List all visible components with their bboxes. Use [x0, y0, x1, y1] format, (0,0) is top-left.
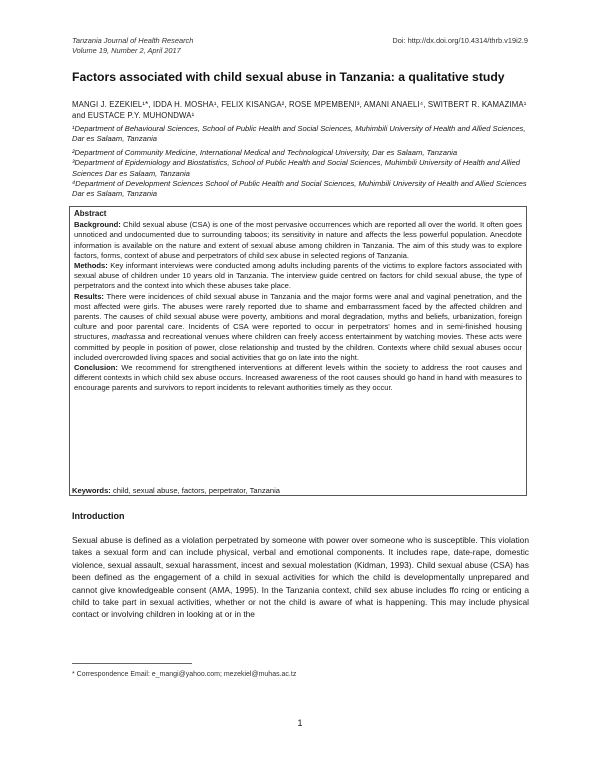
abstract-box: [69, 206, 527, 496]
affiliation-4: ⁴Department of Development Sciences School of Public Health and Social Sciences, Muhimbili University of Health and Allied Sciences Dar es Salaam, Tanzania: [72, 179, 527, 199]
abstract-heading: Abstract: [74, 209, 107, 218]
background-text: Child sexual abuse (CSA) is one of the most pervasive occurrences which are reported all over the world. It often goes unnoticed and undocumented due to surrounding taboos; its sensitivity in nature and affects the less powerful population. Anecdote information is available on the nature and extent of sexual abuse among children in Tanzania. The aim of this study was to explore factors, forms, context of abuse and perpetrators of child sex abuse in selected regions of Tanzania.: [74, 220, 522, 260]
conclusion-label: Conclusion:: [74, 363, 118, 373]
introduction-heading: Introduction: [72, 511, 125, 521]
abstract-background: [74, 220, 522, 261]
methods-label: Methods:: [74, 261, 108, 271]
journal-header: [72, 36, 193, 55]
methods-text: Key informant interviews were conducted among adults including parents of the victims to explore factors associated with sexual abuse of children under 10 years old in Tanzania. The interview guide centred on factors for child sexual abuse, the type of perpetrators and the context into which these abuses take place.: [74, 261, 522, 291]
author-list: MANGI J. EZEKIEL¹*, IDDA H. MOSHA¹, FELIX KISANGA², ROSE MPEMBENI³, AMANI ANAELI⁴, SWITBERT R. KAMAZIMA¹ and EUSTACE P.Y. MUHONDWA¹: [72, 100, 527, 120]
introduction-text: Sexual abuse is defined as a violation perpetrated by someone with power over someone who is susceptible. This violation takes a sexual form and can include physical, verbal and emotional components. It includes rape, date-rape, domestic violence, sexual assault, sexual harassment, incest and sexual molestation (Kidman, 1993). Child sexual abuse (CSA) has been defined as the engagement of a child in sexual activities for which the child is developmentally unprepared and cannot give knowledgeable consent (AMA, 1995). In the Tanzania context, child sex abuse includes ffo rcing or enticing a child to take part in sexual activities, whether or not the child is aware of what is happening. This may include physical contact or involving children in looking at or in the: [72, 535, 529, 620]
doi-link[interactable]: Doi: http://dx.doi.org/10.4314/thrb.v19i2.9: [392, 36, 528, 45]
page-number: 1: [297, 718, 303, 728]
keywords-text: child, sexual abuse, factors, perpetrator, Tanzania: [112, 486, 280, 495]
affiliation-2: ²Department of Community Medicine, International Medical and Technological University, Dar es Salaam, Tanzania: [72, 147, 458, 157]
keywords-label: Keywords:: [72, 486, 111, 495]
results-text-a: There were incidences of child sexual abuse in Tanzania and the major forms were anal and vaginal penetration, and the most affected were girls. The abuses were rarely reported due to shame and embarrassment faced by the affected children and parents. The causes of child sexual abuse were poverty, ambitions and moral degradation, myths and beliefs, urbanization, foreign culture and poor parental care. Incidents of CSA were reported to occur in perpetrators' homes and in semi-finished housing structures,: [74, 291, 522, 342]
footnote: * Correspondence Email: e_mangi@yahoo.com; mezekiel@muhas.ac.tz: [72, 671, 297, 678]
results-madrassa: madrassa: [111, 332, 146, 342]
paper-title: Factors associated with child sexual abuse in Tanzania: a qualitative study: [72, 70, 505, 84]
affiliations: [72, 124, 532, 200]
results-text-b: and recreational venues where children can freely access entertainment by watching movies. These acts were committed by people in position of power, close relationship and trusted by the children. Contexts where child sexual abuses occur included overcrowded living spaces and social activities that go on late into the night.: [74, 332, 522, 362]
results-label: Results:: [74, 291, 104, 301]
journal-name: Tanzania Journal of Health Research: [72, 36, 194, 45]
background-label: Background:: [74, 220, 121, 230]
journal-volume: Volume 19, Number 2, April 2017: [72, 45, 181, 55]
abstract-conclusion: [74, 363, 522, 394]
footnote-rule: [72, 663, 192, 664]
keywords: [72, 486, 527, 495]
abstract-methods: [74, 261, 522, 292]
affiliation-3: ³Department of Epidemiology and Biostatistics, School of Public Health and Social Sciences, Muhimbili University of Health and Allied Sciences Dar es Salaam, Tanzania: [72, 158, 520, 178]
abstract-results: [74, 292, 522, 363]
conclusion-text: We recommend for strengthened interventions at different levels within the society to address the root causes and different contexts in which child sex abuse occurs. Increased awareness of the root causes should go hand in hand with measures to encourage parents and survivors to report incidents to relevant authorities timely as they occur.: [74, 363, 522, 393]
affiliation-1: ¹Department of Behavioural Sciences, School of Public Health and Social Sciences, Muhimbili University of Health and Allied Sciences, Dar es Salaam, Tanzania: [72, 124, 526, 144]
